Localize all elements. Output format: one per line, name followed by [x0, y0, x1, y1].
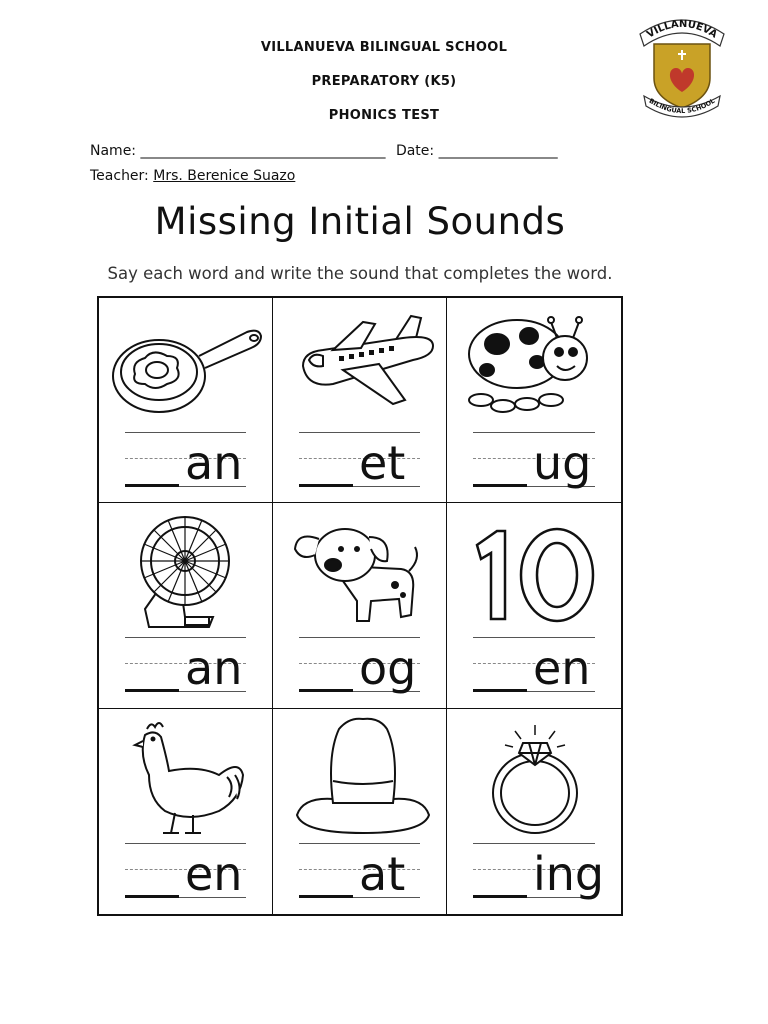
answer-blank[interactable]	[473, 689, 527, 692]
list-item	[273, 503, 447, 708]
list-item	[447, 298, 621, 503]
name-date-row	[90, 143, 558, 159]
word-ending: an	[185, 641, 243, 696]
fan-icon	[109, 509, 264, 629]
word-ending: ug	[533, 436, 592, 490]
list-item	[99, 503, 273, 708]
answer-blank[interactable]	[299, 689, 353, 692]
worksheet-title: Missing Initial Sounds	[154, 200, 566, 243]
ladybug-icon	[457, 304, 612, 424]
word-ending: an	[185, 436, 243, 490]
date-field[interactable]: Date: _________________	[395, 143, 558, 159]
list-item	[273, 298, 447, 503]
school-name: VILLANUEVA BILINGUAL SCHOOL	[260, 40, 508, 55]
school-logo	[632, 8, 732, 126]
list-item	[447, 709, 621, 914]
list-item	[273, 709, 447, 914]
list-item	[447, 503, 621, 708]
airplane-icon	[283, 304, 438, 424]
word-ending: en	[185, 846, 243, 901]
test-name: PHONICS TEST	[328, 108, 440, 123]
logo-bottom-text: BILINGUAL SCHOOL	[647, 96, 717, 116]
number-ten-icon	[457, 509, 612, 629]
answer-blank[interactable]	[299, 895, 353, 898]
teacher-row	[90, 168, 295, 184]
logo-top-text: VILLANUEVA	[645, 18, 719, 41]
word-ending: at	[359, 846, 406, 901]
answer-blank[interactable]	[299, 484, 353, 487]
dog-icon	[283, 509, 438, 629]
list-item	[99, 709, 273, 914]
ring-icon	[457, 715, 612, 835]
worksheet-instructions: Say each word and write the sound that completes the word.	[107, 264, 613, 283]
answer-blank[interactable]	[473, 484, 527, 487]
list-item	[99, 298, 273, 503]
phonics-grid	[97, 296, 623, 916]
answer-blank[interactable]	[473, 895, 527, 898]
word-ending: og	[359, 641, 417, 696]
word-ending: ing	[533, 846, 605, 901]
answer-blank[interactable]	[125, 689, 179, 692]
hat-icon	[283, 715, 438, 835]
word-ending: et	[359, 436, 406, 490]
frying-pan-icon	[109, 304, 264, 424]
teacher-value: Mrs. Berenice Suazo	[153, 168, 296, 184]
name-field[interactable]: Name: ___________________________________	[90, 143, 386, 159]
answer-blank[interactable]	[125, 484, 179, 487]
answer-blank[interactable]	[125, 895, 179, 898]
word-ending: en	[533, 641, 591, 696]
hen-icon	[109, 715, 264, 835]
grade-level: PREPARATORY (K5)	[311, 74, 457, 89]
teacher-label: Teacher:	[90, 168, 149, 184]
